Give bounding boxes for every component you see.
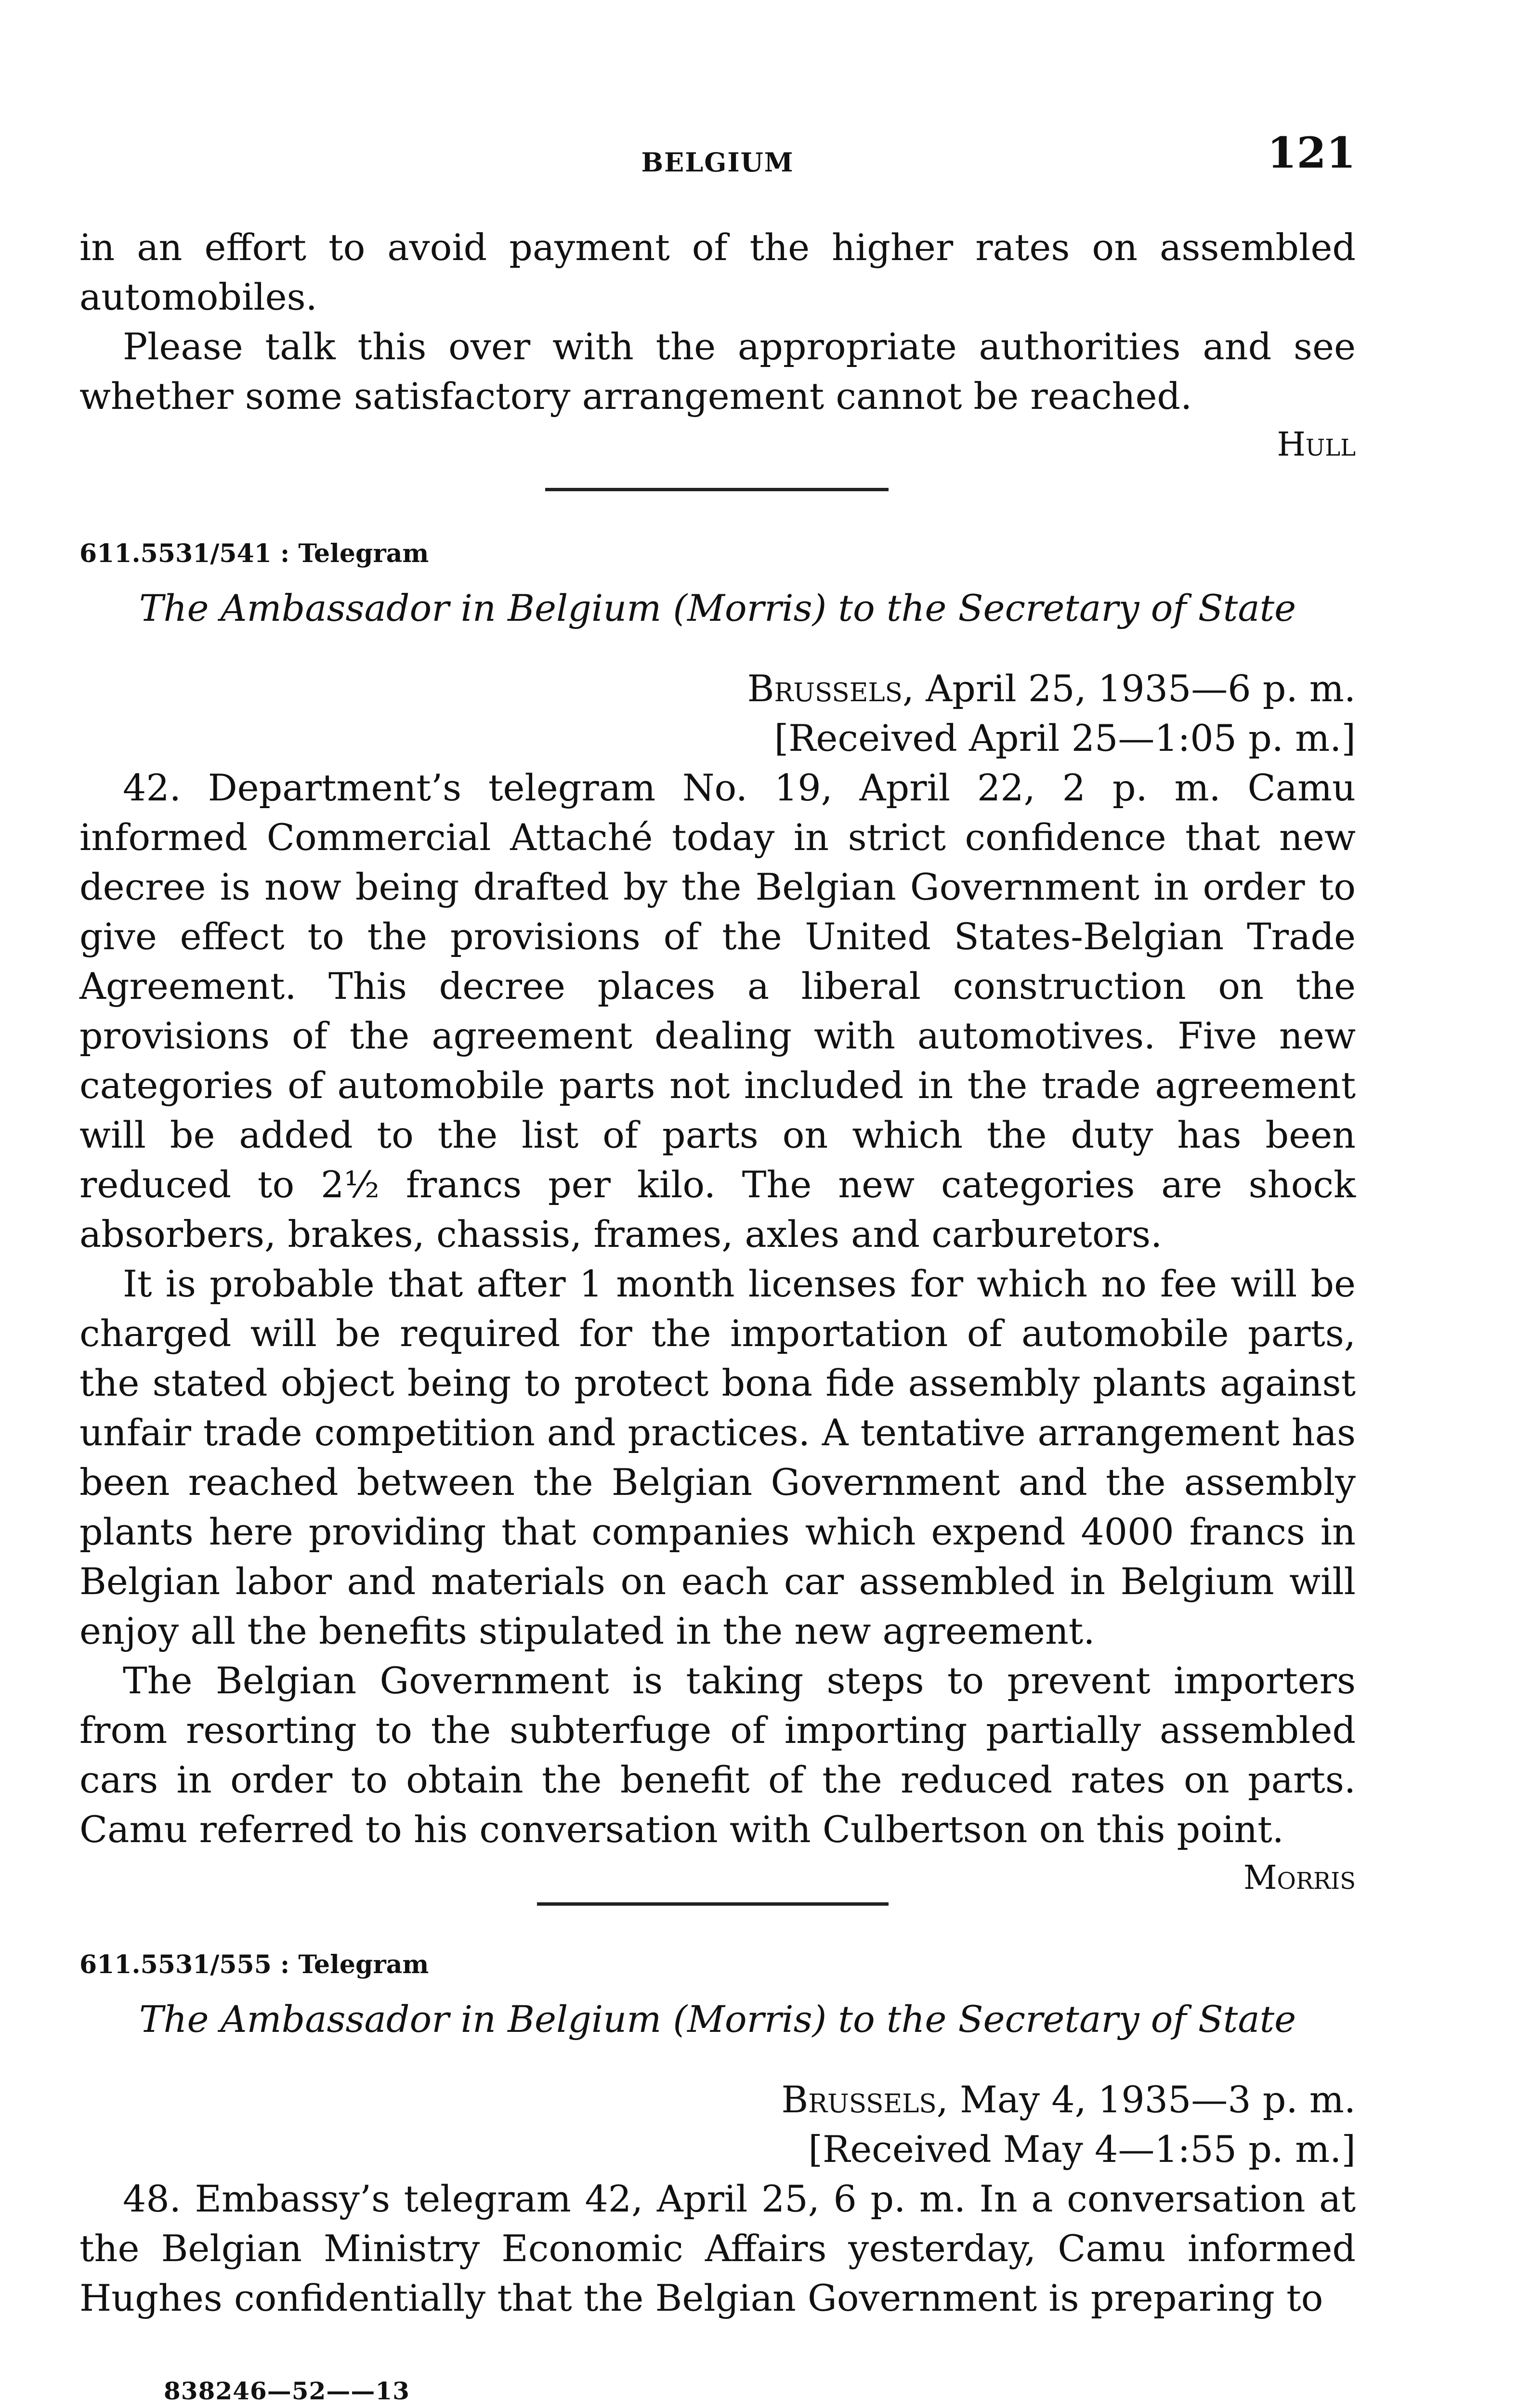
signature: Morris bbox=[1243, 1859, 1356, 1897]
dateline-date: , April 25, 1935—6 p. m. bbox=[902, 667, 1356, 710]
received-line: [Received April 25—1:05 p. m.] bbox=[774, 717, 1356, 759]
document-title: The Ambassador in Belgium (Morris) to the Secretary of State bbox=[139, 1998, 1296, 2041]
signature: Hull bbox=[1277, 426, 1356, 464]
file-reference: 611.5531/555 : Telegram bbox=[79, 1950, 429, 1979]
dateline bbox=[79, 664, 1356, 713]
dateline bbox=[79, 2075, 1356, 2124]
print-code: 838246—52——13 bbox=[164, 2377, 410, 2405]
page-number: 121 bbox=[1267, 128, 1356, 178]
dateline-place: Brussels bbox=[781, 2078, 937, 2121]
document-title: The Ambassador in Belgium (Morris) to the Secretary of State bbox=[139, 587, 1296, 629]
body-paragraph: 42. Department’s telegram No. 19, April 22, 2 p. m. Camu informed Commercial Attaché today in strict confidence that new decree is now being drafted by the Belgian Government in order to give effect to the provisions of the United States-Belgian Trade Agreement. This decree places a liberal construction on the provisions of the agreement dealing with automotives. Five new categories of automobile parts not included in the trade agreement will be added to the list of parts on which the duty has been reduced to 2½ francs per kilo. The new categories are shock absorbers, brakes, chassis, frames, axles and carburetors. bbox=[79, 766, 1356, 1256]
body-paragraph: Please talk this over with the appropriate authorities and see whether some satisfactory arrangement cannot be reached. bbox=[79, 325, 1356, 418]
continuation-section bbox=[79, 222, 1356, 469]
received-line: [Received May 4—1:55 p. m.] bbox=[808, 2128, 1356, 2171]
telegram-section-2 bbox=[79, 1946, 1356, 2323]
dateline-place: Brussels bbox=[747, 667, 903, 710]
body-paragraph: in an effort to avoid payment of the higher rates on assembled automobiles. bbox=[79, 226, 1356, 318]
running-head: BELGIUM bbox=[641, 147, 794, 178]
body-paragraph: It is probable that after 1 month licenses for which no fee will be charged will be required for the importation of automobile parts, the stated object being to protect bona fide assembly plants against unfair trade competition and practices. A tentative arrangement has been reached between the Belgian Government and the assembly plants here providing that companies which expend 4000 francs in Belgian labor and materials on each car assembled in Belgium will enjoy all the benefits stipulated in the new agreement. bbox=[79, 1262, 1356, 1652]
dateline-date: , May 4, 1935—3 p. m. bbox=[936, 2078, 1356, 2121]
body-paragraph: 48. Embassy’s telegram 42, April 25, 6 p. m. In a conversation at the Belgian Ministry Economic Affairs yesterday, Camu informed Hughes confidentially that the Belgian Government is preparing to bbox=[79, 2177, 1356, 2319]
page-header bbox=[79, 128, 1356, 195]
file-reference: 611.5531/541 : Telegram bbox=[79, 539, 429, 568]
section-divider bbox=[545, 488, 889, 491]
telegram-section-1 bbox=[79, 535, 1356, 1902]
section-divider bbox=[537, 1902, 889, 1906]
body-paragraph: The Belgian Government is taking steps to prevent importers from resorting to the subterfuge of importing partially assembled cars in order to obtain the benefit of the reduced rates on parts. Camu referred to his conversation with Culbertson on this point. bbox=[79, 1659, 1356, 1851]
